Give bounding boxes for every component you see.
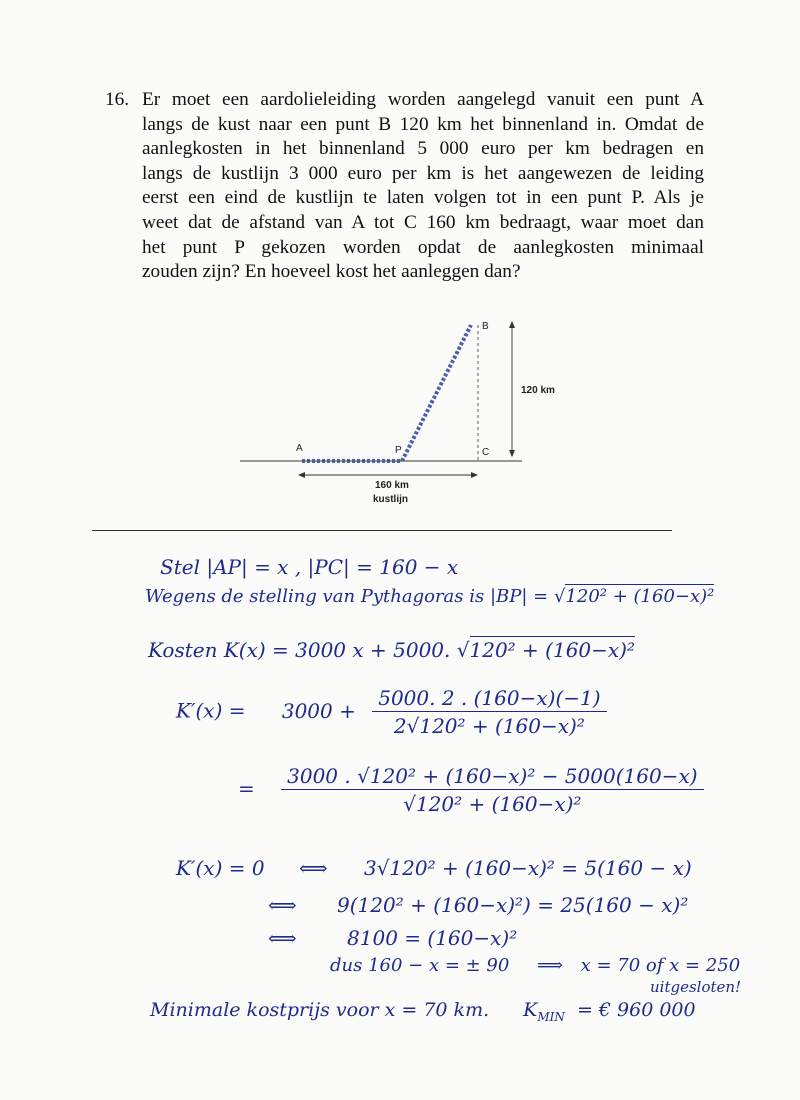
solution-text: dus 160 − x = ± 90 xyxy=(330,955,510,976)
solution-text: Wegens de stelling van Pythagoras is |BP| = xyxy=(145,586,549,607)
label-height: 120 km xyxy=(521,385,555,396)
problem-line: het punt P gekozen worden opdat de aanlegkosten minimaal xyxy=(142,236,704,258)
solution-subscript: MIN xyxy=(537,1009,565,1024)
solution-fraction xyxy=(281,766,703,814)
height-arrow-bottom xyxy=(509,450,515,457)
solution-text: 8100 = (160−x)² xyxy=(347,926,518,950)
solution-text: 3√120² + (160−x)² = 5(160 − x) xyxy=(363,856,692,880)
solution-text: = xyxy=(238,776,255,801)
solution-fraction xyxy=(372,688,606,736)
problem-line: langs de kustlijn 3 000 euro per km is het aangewezen de leiding xyxy=(142,162,704,184)
equivalence-icon: ⟺ xyxy=(268,893,297,917)
solution-line-6 xyxy=(176,858,692,878)
solution-text: 3000 + xyxy=(281,698,356,723)
label-b: B xyxy=(482,321,489,332)
problem-text xyxy=(142,88,704,285)
solution-text: Minimale kostprijs voor x = 70 km. xyxy=(150,999,490,1021)
problem-line: eerst een eind de kustlijn te laten volgen tot in een punt P. Als je xyxy=(142,187,704,209)
solution-line-1 xyxy=(160,557,458,577)
solution-text: Kosten K(x) = 3000 x + 5000. xyxy=(148,638,451,662)
solution-line-5 xyxy=(238,766,704,814)
solution-line-3: Kosten K(x) = 3000 x + 5000. √120² + (160−x)² xyxy=(148,638,635,662)
solution-text: x = 70 of x = 250 xyxy=(580,955,741,976)
solution-text: K′(x) = xyxy=(176,698,246,723)
separator-line xyxy=(92,530,672,531)
fraction-numerator: 3000 . √120² + (160−x)² − 5000(160−x) xyxy=(287,764,698,788)
solution-note xyxy=(650,980,741,995)
pipeline-inland-segment xyxy=(402,325,471,461)
solution-line-2: Wegens de stelling van Pythagoras is |BP| = √120² + (160−x)² xyxy=(145,586,715,607)
solution-text: = € 960 000 xyxy=(576,999,696,1021)
solution-text: uitgesloten! xyxy=(650,978,742,996)
base-arrow-right xyxy=(471,472,478,478)
problem-line: zouden zijn? En hoeveel kost het aanleggen dan? xyxy=(142,261,521,283)
label-base-name: kustlijn xyxy=(373,494,409,505)
solution-line-9 xyxy=(330,957,740,975)
solution-text: Stel |AP| = x , |PC| = 160 − x xyxy=(160,555,459,579)
problem-line: Er moet een aardolieleiding worden aangelegd vanuit een punt A xyxy=(142,89,704,110)
pipeline-diagram xyxy=(230,315,555,515)
equivalence-icon: ⟺ xyxy=(268,926,297,950)
label-base-length: 160 km xyxy=(375,480,409,491)
solution-root: 120² + (160−x)² xyxy=(565,586,715,607)
solution-text: 9(120² + (160−x)²) = 25(160 − x)² xyxy=(337,893,689,917)
fraction-denominator: 2√120² + (160−x)² xyxy=(393,714,585,738)
label-a: A xyxy=(296,443,303,454)
problem-number: 16. xyxy=(105,89,130,110)
height-arrow-top xyxy=(509,321,515,328)
solution-line-10 xyxy=(150,1001,696,1023)
fraction-numerator: 5000. 2 . (160−x)(−1) xyxy=(378,686,601,710)
equivalence-icon: ⟺ xyxy=(298,856,328,880)
problem-line: langs de kust naar een punt B 120 km het binnenland in. Omdat de xyxy=(142,113,704,135)
solution-text: K′(x) = 0 xyxy=(176,856,265,880)
solution-line-7 xyxy=(268,895,688,915)
solution-line-4 xyxy=(176,688,607,736)
problem-line: weet dat de afstand van A tot C 160 km bedraagt, waar moet dan xyxy=(142,211,704,233)
implies-icon: ⟹ xyxy=(537,955,563,976)
fraction-denominator: √120² + (160−x)² xyxy=(403,792,582,816)
solution-line-8 xyxy=(268,928,517,948)
solution-root: 120² + (160−x)² xyxy=(469,638,635,662)
problem-line: aanlegkosten in het binnenland 5 000 euro per km bedragen en xyxy=(142,138,704,160)
base-arrow-left xyxy=(298,472,305,478)
label-c: C xyxy=(482,447,490,458)
solution-text: K xyxy=(523,999,538,1021)
label-p: P xyxy=(395,445,402,456)
